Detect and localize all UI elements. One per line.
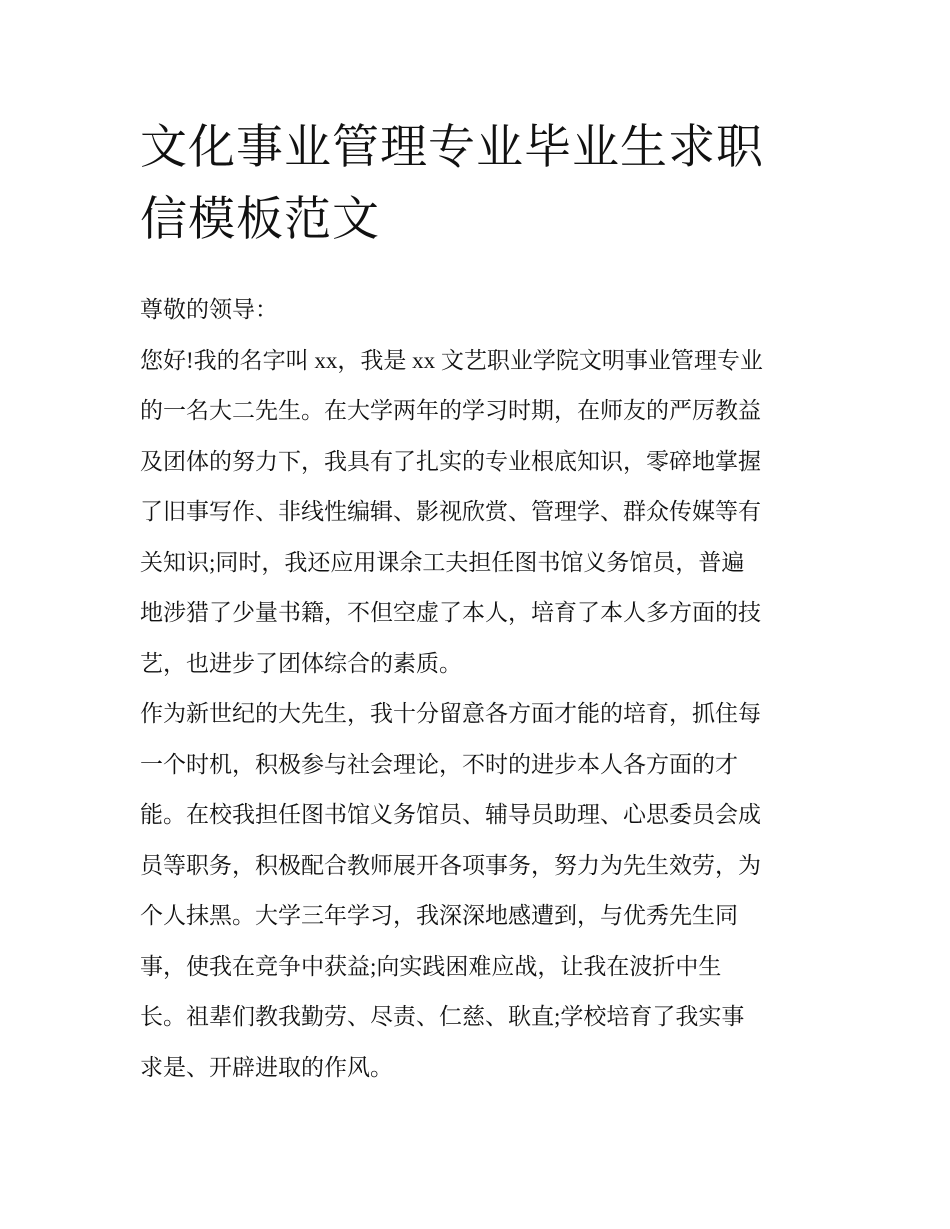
document-title — [140, 112, 820, 256]
title-line-2: 信模板范文 — [140, 192, 380, 247]
paragraph-line: 作为新世纪的大先生，我十分留意各方面才能的培育，抓住每 — [140, 701, 761, 726]
paragraph-line: 求是、开辟进取的作风。 — [140, 1054, 393, 1080]
letter-body — [140, 285, 820, 1093]
paragraph-line: 您好!我的名字叫 xx，我是 xx 文艺职业学院文明事业管理专业 — [140, 347, 763, 373]
paragraph-line: 地涉猎了少量书籍，不但空虚了本人，培育了本人多方面的技 — [140, 600, 761, 625]
title-line-1: 文化事业管理专业毕业生求职 — [140, 120, 764, 175]
paragraph-line: 事，使我在竞争中获益;向实践困难应战，让我在波折中生 — [140, 953, 722, 979]
paragraph-line: 关知识;同时，我还应用课余工夫担任图书馆义务馆员，普遍 — [140, 549, 745, 575]
paragraph-line: 及团体的努力下，我具有了扎实的专业根底知识，零碎地掌握 — [140, 448, 761, 474]
paragraph-line: 长。祖辈们教我勤劳、尽责、仁慈、耿直;学校培育了我实事 — [140, 1004, 745, 1029]
paragraph-line: 艺，也进步了团体综合的素质。 — [140, 650, 462, 676]
paragraph-line: 了旧事写作、非线性编辑、影视欣赏、管理学、群众传媒等有 — [140, 499, 761, 524]
salutation: 尊敬的领导： — [140, 297, 278, 322]
paragraph-line: 一个时机，积极参与社会理论，不时的进步本人各方面的才 — [140, 751, 738, 777]
paragraph-line: 员等职务，积极配合教师展开各项事务，努力为先生效劳，为 — [140, 852, 761, 878]
paragraph-line: 能。在校我担任图书馆义务馆员、辅导员助理、心思委员会成 — [140, 802, 761, 827]
paragraph-line: 个人抹黑。大学三年学习，我深深地感遭到，与优秀先生同 — [140, 903, 738, 928]
paragraph-line: 的一名大二先生。在大学两年的学习时期，在师友的严厉教益 — [140, 398, 761, 423]
